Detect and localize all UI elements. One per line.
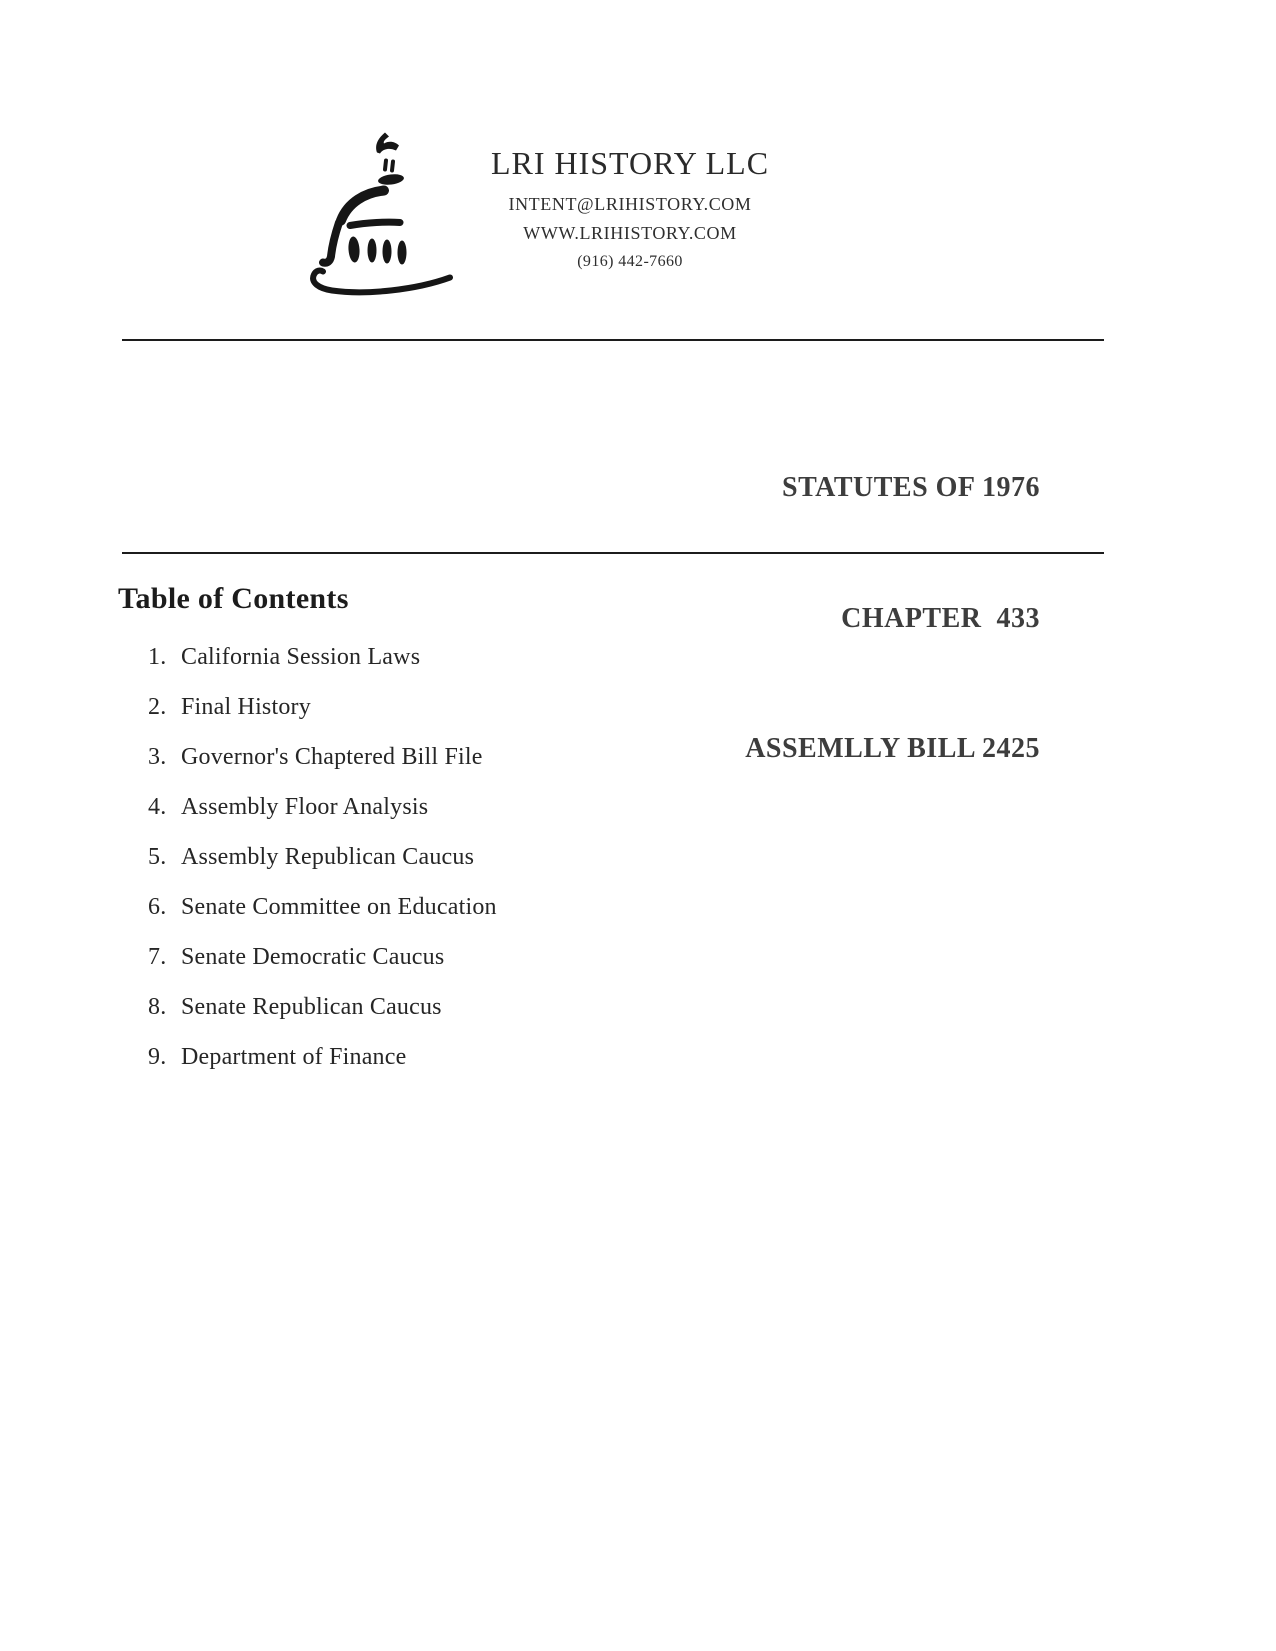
toc-list xyxy=(148,632,497,1082)
toc-item xyxy=(148,932,497,982)
toc-heading: Table of Contents xyxy=(118,582,349,615)
toc-item xyxy=(148,682,497,732)
toc-item xyxy=(148,882,497,932)
company-name: LRI HISTORY LLC xyxy=(490,145,770,181)
title-statutes: STATUTES OF 1976 xyxy=(782,472,1040,503)
toc-item-label: California Session Laws xyxy=(181,644,421,670)
company-website: WWW.LRIHISTORY.COM xyxy=(523,222,737,243)
toc-item xyxy=(148,782,497,832)
toc-item-label: Governor's Chaptered Bill File xyxy=(181,744,483,770)
toc-item-number: 7. xyxy=(148,944,167,970)
letterhead xyxy=(420,146,840,271)
toc-item-label: Department of Finance xyxy=(181,1044,407,1070)
toc-item xyxy=(148,632,497,682)
toc-item-number: 6. xyxy=(148,894,167,920)
divider-top xyxy=(122,339,1104,341)
toc-item-label: Assembly Republican Caucus xyxy=(181,844,475,870)
company-email: INTENT@LRIHISTORY.COM xyxy=(508,193,752,214)
toc-item xyxy=(148,982,497,1032)
document-title-block xyxy=(745,379,1040,858)
toc-item-label: Final History xyxy=(181,694,311,720)
toc-item-label: Senate Republican Caucus xyxy=(181,994,442,1020)
toc-item-number: 3. xyxy=(148,744,167,770)
toc-item-label: Senate Committee on Education xyxy=(181,894,497,920)
toc-item xyxy=(148,1032,497,1082)
toc-item xyxy=(148,832,497,882)
toc-item-number: 2. xyxy=(148,694,167,720)
toc-item-label: Assembly Floor Analysis xyxy=(181,794,429,820)
company-phone: (916) 442-7660 xyxy=(577,252,683,270)
title-assembly-bill: ASSEMLLY BILL 2425 xyxy=(745,733,1040,764)
toc-item-label: Senate Democratic Caucus xyxy=(181,944,445,970)
toc-item-number: 8. xyxy=(148,994,167,1020)
toc-item-number: 4. xyxy=(148,794,167,820)
toc-item-number: 1. xyxy=(148,644,167,670)
toc-item-number: 5. xyxy=(148,844,167,870)
toc-item-number: 9. xyxy=(148,1044,167,1070)
title-chapter: CHAPTER 433 xyxy=(841,602,1040,634)
toc-item xyxy=(148,732,497,782)
